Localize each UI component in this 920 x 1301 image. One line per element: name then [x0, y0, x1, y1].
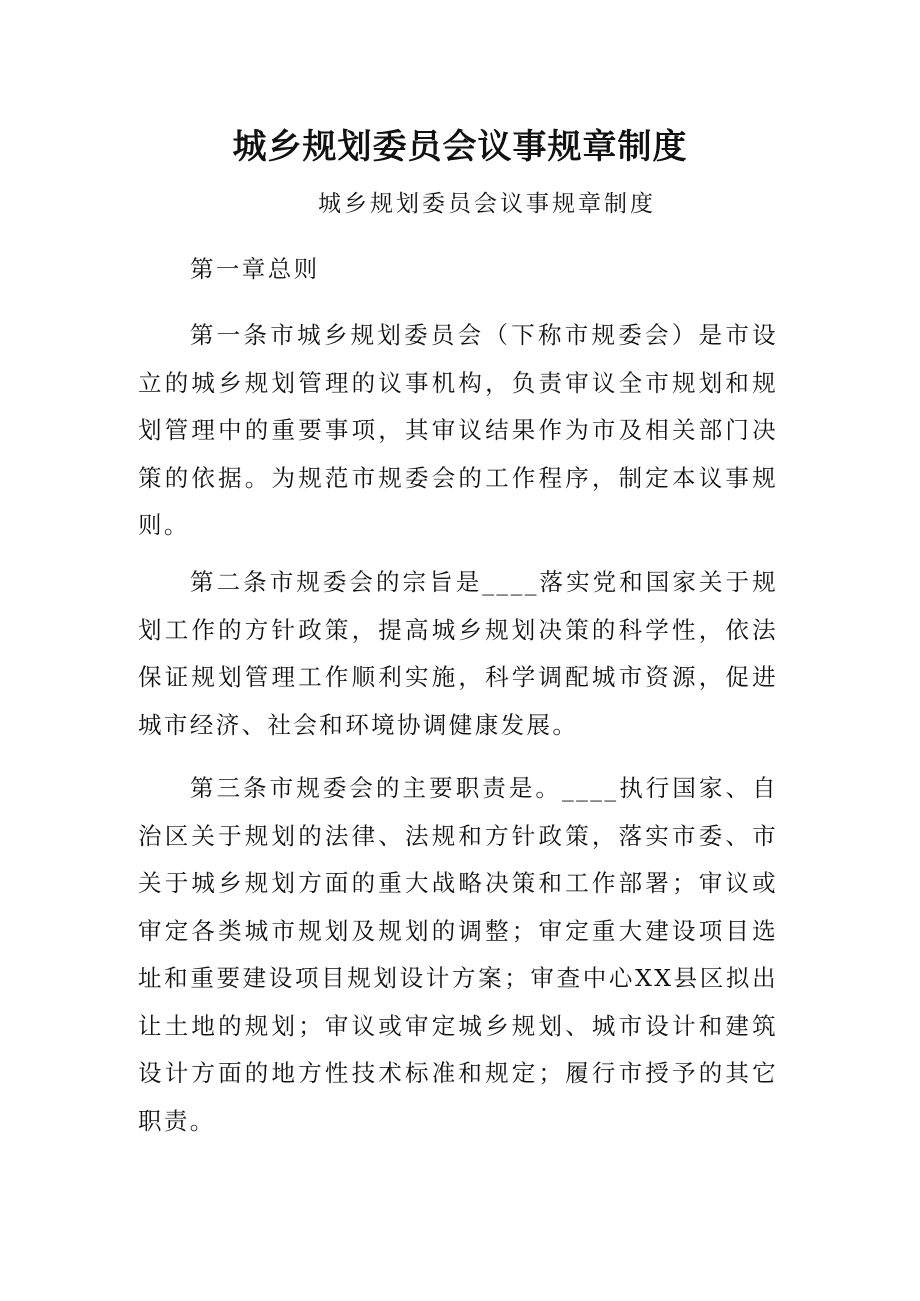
article-1: 第一条市城乡规划委员会（下称市规委会）是市设立的城乡规划管理的议事机构，负责审议全市规划和规划管理中的重要事项，其审议结果作为市及相关部门决策的依据。为规范市规委会的工作程序，制定本议事规则。 [138, 321, 778, 539]
article-3: 第三条市规委会的主要职责是。____执行国家、自治区关于规划的法律、法规和方针政策，落实市委、市关于城乡规划方面的重大战略决策和工作部署；审议或审定各类城市规划及规划的调整；审定重大建设项目选址和重要建设项目规划设计方案；审查中心XX县区拟出让土地的规划；审议或审定城乡规划、城市设计和建筑设计方面的地方性技术标准和规定；履行市授予的其它职责。 [138, 774, 778, 1135]
document-title: 城乡规划委员会议事规章制度 [232, 127, 688, 167]
article-2: 第二条市规委会的宗旨是____落实党和国家关于规划工作的方针政策，提高城乡规划决策的科学性，依法保证规划管理工作顺利实施，科学调配城市资源，促进城市经济、社会和环境协调健康发展。 [138, 568, 778, 739]
document-subtitle: 城乡规划委员会议事规章制度 [318, 191, 656, 217]
chapter-heading: 第一章总则 [190, 255, 320, 283]
